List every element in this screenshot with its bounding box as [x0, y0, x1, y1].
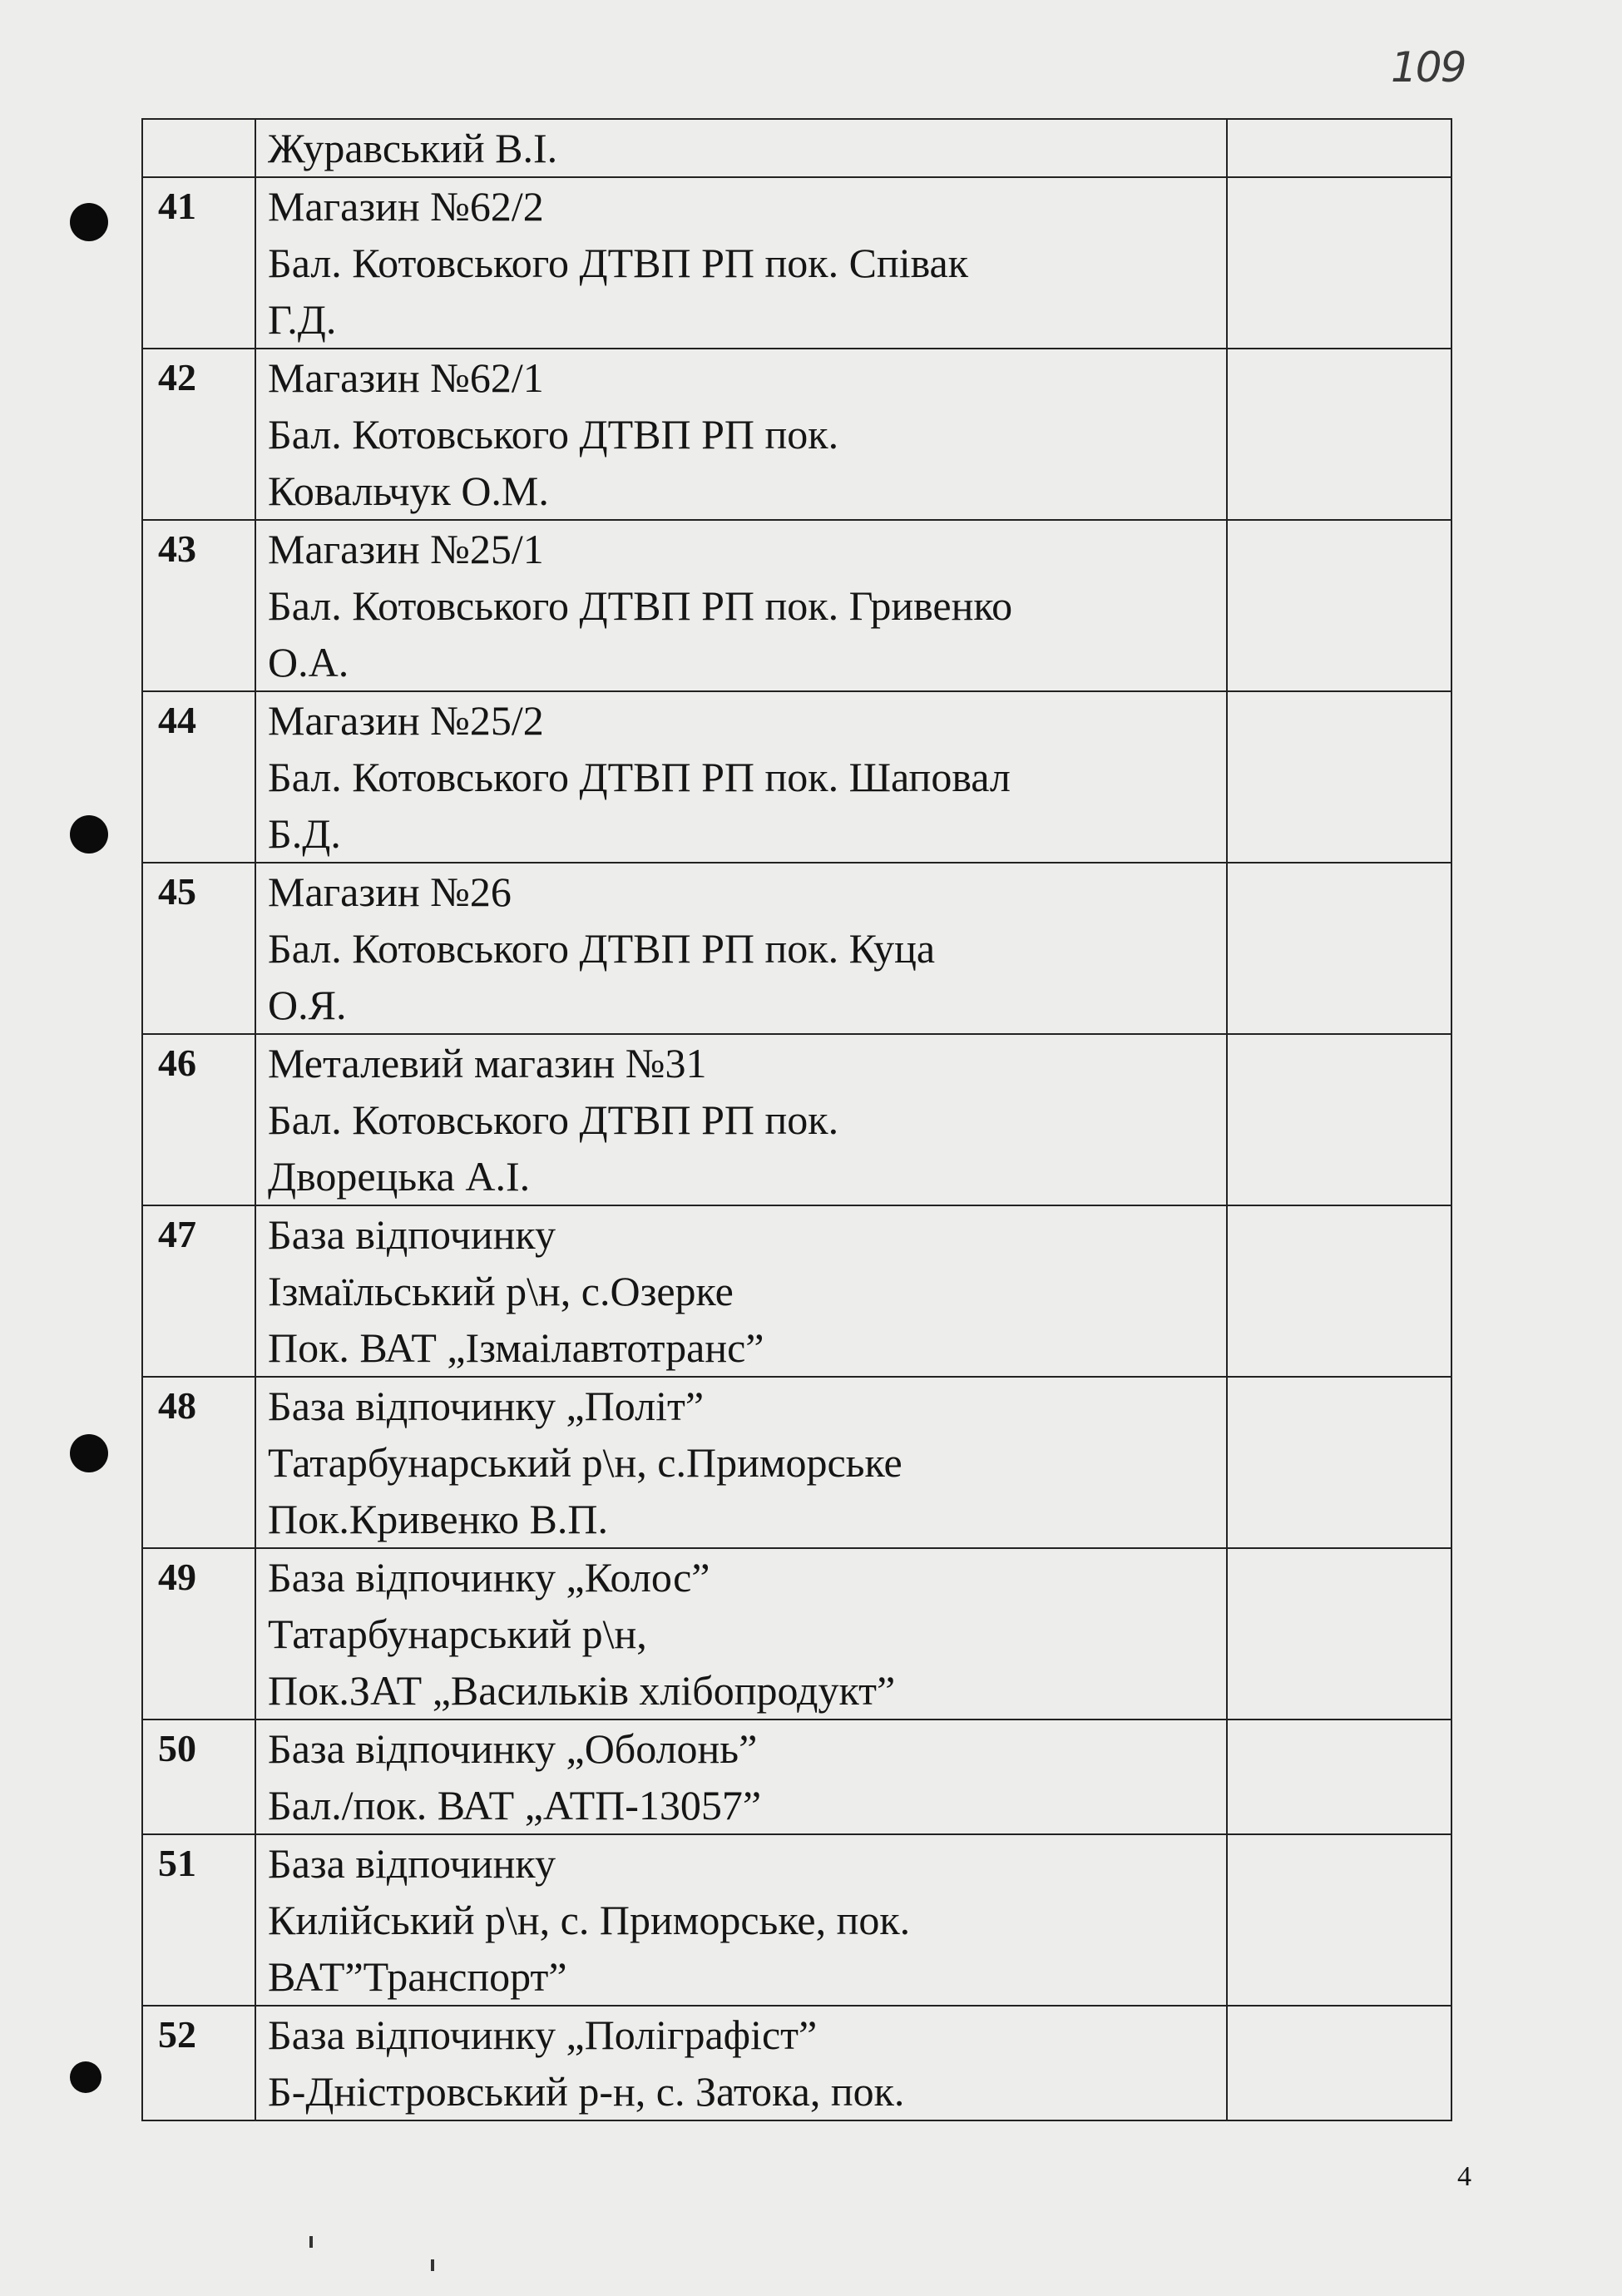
table-row: [142, 520, 1451, 691]
punch-hole-icon: [70, 1434, 108, 1472]
description-line: Магазин №25/2: [268, 697, 544, 744]
row-description: [255, 1720, 1227, 1834]
blank-cell: [1227, 1034, 1451, 1205]
row-number: 49: [142, 1548, 255, 1720]
row-number: 42: [142, 349, 255, 520]
description-line: Татарбунарський р\н,: [268, 1611, 647, 1657]
blank-cell: [1227, 863, 1451, 1034]
row-description: [255, 691, 1227, 863]
description-line: Бал./пок. ВАТ „АТП-13057”: [268, 1782, 762, 1828]
table-row: [142, 1720, 1451, 1834]
description-line: Магазин №26: [268, 868, 512, 915]
description-line: Б-Дністровський р-н, с. Затока, пок.: [268, 2068, 905, 2115]
row-description: [255, 1377, 1227, 1548]
punch-hole-icon: [70, 815, 108, 854]
row-description: [255, 863, 1227, 1034]
punch-hole-icon: [70, 2061, 101, 2093]
row-description: [255, 119, 1227, 177]
item-table: [141, 118, 1452, 2121]
table-row: [142, 177, 1451, 349]
table-row: [142, 1377, 1451, 1548]
row-number: 46: [142, 1034, 255, 1205]
description-line: Бал. Котовського ДТВП РП пок. Куца: [268, 925, 936, 972]
description-line: Бал. Котовського ДТВП РП пок. Шаповал: [268, 754, 1011, 800]
table-row: [142, 349, 1451, 520]
row-description: [255, 1205, 1227, 1377]
blank-cell: [1227, 2006, 1451, 2120]
description-line: База відпочинку „Поліграфіст”: [268, 2011, 818, 2058]
description-line: О.Я.: [268, 982, 347, 1028]
row-description: [255, 349, 1227, 520]
blank-cell: [1227, 349, 1451, 520]
description-line: База відпочинку „Колос”: [268, 1554, 710, 1601]
table-row: [142, 2006, 1451, 2120]
description-line: Пок.ЗАТ „Васильків хлібопродукт”: [268, 1667, 896, 1714]
description-line: Бал. Котовського ДТВП РП пок. Гривенко: [268, 582, 1013, 629]
row-description: [255, 1034, 1227, 1205]
description-line: Дворецька А.І.: [268, 1153, 531, 1200]
table-row: [142, 1548, 1451, 1720]
description-line: Килійський р\н, с. Приморське, пок.: [268, 1897, 911, 1943]
description-line: Татарбунарський р\н, с.Приморське: [268, 1439, 902, 1486]
row-number: 50: [142, 1720, 255, 1834]
blank-cell: [1227, 119, 1451, 177]
table-row: [142, 1834, 1451, 2006]
row-number: 48: [142, 1377, 255, 1548]
blank-cell: [1227, 691, 1451, 863]
table-row: [142, 119, 1451, 177]
description-line: Б.Д.: [268, 810, 341, 857]
blank-cell: [1227, 1720, 1451, 1834]
description-line: Пок.Кривенко В.П.: [268, 1496, 608, 1542]
description-line: Г.Д.: [268, 296, 337, 343]
row-description: [255, 2006, 1227, 2120]
blank-cell: [1227, 1377, 1451, 1548]
description-line: База відпочинку „Оболонь”: [268, 1725, 758, 1772]
description-line: База відпочинку: [268, 1211, 556, 1258]
blank-cell: [1227, 520, 1451, 691]
row-number: 51: [142, 1834, 255, 2006]
description-line: Магазин №25/1: [268, 526, 544, 572]
table-row: [142, 1034, 1451, 1205]
table-row: [142, 1205, 1451, 1377]
scan-mark: [431, 2259, 434, 2271]
row-number: 45: [142, 863, 255, 1034]
row-number: 44: [142, 691, 255, 863]
handwritten-page-number: 109: [1391, 43, 1466, 92]
row-number: 43: [142, 520, 255, 691]
page-number: 4: [1457, 2161, 1471, 2192]
row-number: [142, 119, 255, 177]
description-line: Бал. Котовського ДТВП РП пок. Співак: [268, 240, 969, 286]
description-line: Ізмаїльський р\н, с.Озерке: [268, 1268, 734, 1314]
blank-cell: [1227, 1834, 1451, 2006]
description-line: Бал. Котовського ДТВП РП пок.: [268, 411, 839, 458]
description-line: База відпочинку: [268, 1840, 556, 1887]
description-line: База відпочинку „Політ”: [268, 1383, 705, 1429]
description-line: Журавський В.І.: [268, 125, 558, 171]
punch-hole-icon: [70, 203, 108, 241]
description-line: Бал. Котовського ДТВП РП пок.: [268, 1096, 839, 1143]
description-line: ВАТ”Транспорт”: [268, 1953, 567, 2000]
description-line: Ковальчук О.М.: [268, 468, 549, 514]
row-description: [255, 1548, 1227, 1720]
row-number: 52: [142, 2006, 255, 2120]
blank-cell: [1227, 1548, 1451, 1720]
description-line: Магазин №62/1: [268, 354, 544, 401]
description-line: Магазин №62/2: [268, 183, 544, 230]
row-description: [255, 520, 1227, 691]
description-line: Металевий магазин №31: [268, 1040, 707, 1086]
scan-mark: [309, 2236, 313, 2248]
table-row: [142, 691, 1451, 863]
row-number: 41: [142, 177, 255, 349]
description-line: О.А.: [268, 639, 349, 685]
row-number: 47: [142, 1205, 255, 1377]
blank-cell: [1227, 177, 1451, 349]
description-line: Пок. ВАТ „Ізмаілавтотранс”: [268, 1324, 764, 1371]
blank-cell: [1227, 1205, 1451, 1377]
row-description: [255, 177, 1227, 349]
table-row: [142, 863, 1451, 1034]
row-description: [255, 1834, 1227, 2006]
